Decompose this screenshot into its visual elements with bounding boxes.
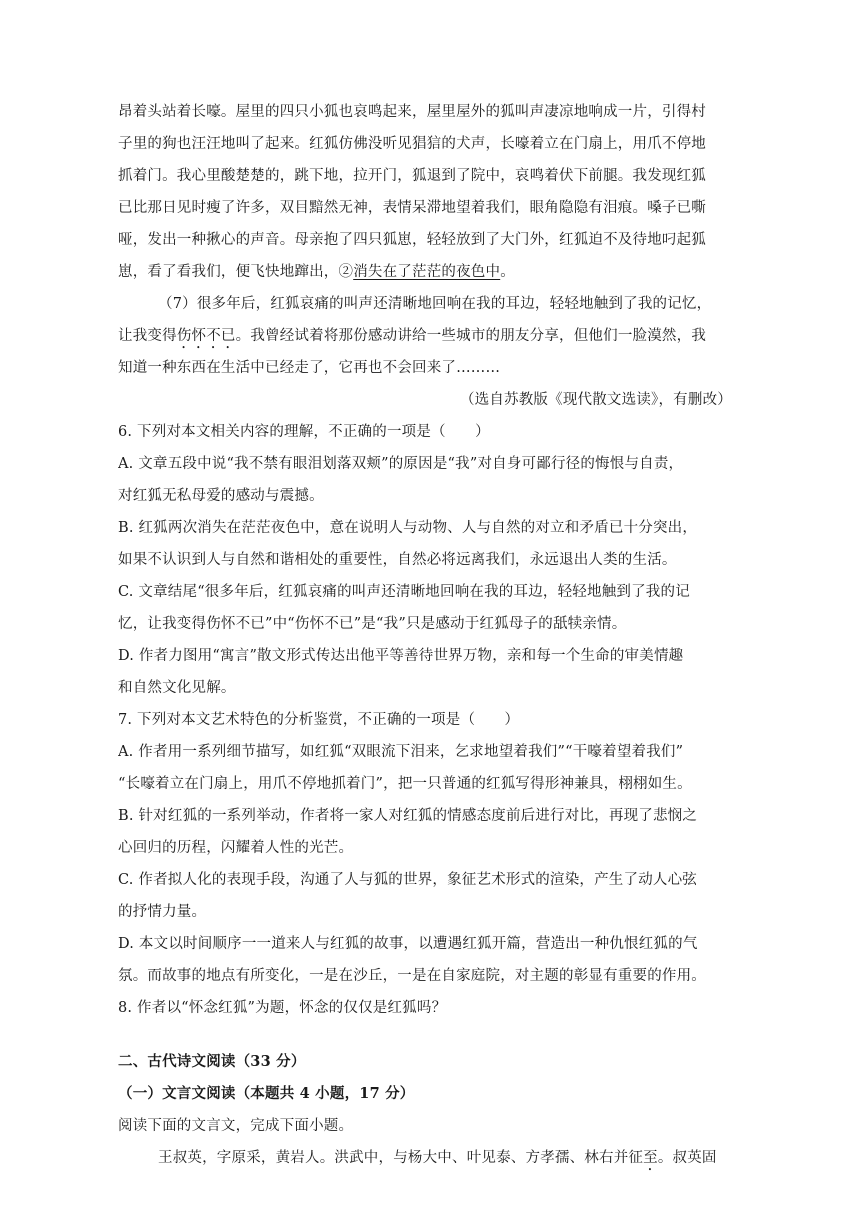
passage-line [118,262,748,282]
passage-line: 子里的狗也汪汪地叫了起来。红狐仿佛没听见猖狺的犬声，长嚎着立在门扇上，用爪不停地 [118,136,706,152]
question-7-option-b-cont: 心回归的历程，闪耀着人性的光芒。 [118,840,354,856]
question-7-option-a-cont: “长嚎着立在门扇上，用爪不停地抓着门”，把一只普通的红狐写得形神兼具，栩栩如生。 [118,776,692,792]
passage-text: 。 [500,264,515,280]
question-6-option-d: D. 作者力图用“寓言”散文形式传达出他平等善待世界万物，亲和每一个生命的审美情趣 [118,648,684,664]
question-7-option-d: D. 本文以时间顺序一一道来人与红狐的故事，以遭遇红狐开篇，营造出一种仇恨红狐的气 [118,936,698,952]
question-7-stem: 7. 下列对本文艺术特色的分析鉴赏，不正确的一项是（ ） [118,712,520,728]
dotted-character: 至 [643,1150,658,1166]
dotted-phrase: 伤怀不已 [176,328,236,344]
question-6-option-a: A. 文章五段中说“我不禁有眼泪划落双颊”的原因是“我”对自身可鄙行径的悔恨与自责， [118,456,684,472]
question-6-option-b-cont: 如果不认识到人与自然和谐相处的重要性，自然必将远离我们，永远退出人类的生活。 [118,552,677,568]
passage-text: 。我曾经试着将那份感动讲给一些城市的朋友分享，但他们一脸漠然，我 [235,328,707,344]
classical-text: 。叔英固 [657,1150,717,1166]
question-6-option-a-cont: 对红狐无私母爱的感动与震撼。 [118,488,324,504]
question-6-option-c: C. 文章结尾“很多年后，红狐哀痛的叫声还清晰地回响在我的耳边，轻轻地触到了我的记 [118,584,690,600]
passage-line: 哑，发出一种揪心的声音。母亲抱了四只狐崽，轻轻放到了大门外，红狐迫不及待地叼起狐 [118,232,706,248]
passage-line: 抓着门。我心里酸楚楚的，跳下地，拉开门，狐退到了院中，哀鸣着伏下前腿。我发现红狐 [118,168,706,184]
passage-line: 已比那日见时瘦了许多，双目黯然无神，表情呆滞地望着我们，眼角隐隐有泪痕。嗓子已嘶 [118,200,706,216]
classical-text-line [158,1148,748,1174]
question-6-option-d-cont: 和自然文化见解。 [118,680,236,696]
question-7-option-a: A. 作者用一系列细节描写，如红狐“双眼流下泪来，乞求地望着我们”“干嚎着望着我们” [118,744,684,760]
passage-line: （7）很多年后，红狐哀痛的叫声还清晰地回响在我的耳边，轻轻地触到了我的记忆， [158,296,712,312]
passage-line: 知道一种东西在生活中已经走了，它再也不会回来了……… [118,360,501,376]
question-7-option-d-cont: 氛。而故事的地点有所变化，一是在沙丘，一是在自家庭院，对主题的彰显有重要的作用。 [118,968,706,984]
passage-text: 让我变得 [118,328,177,344]
question-6-option-b: B. 红狐两次消失在茫茫夜色中，意在说明人与动物、人与自然的对立和矛盾已十分突出， [118,520,698,536]
question-6-stem: 6. 下列对本文相关内容的理解，不正确的一项是（ ） [118,424,490,440]
question-6-option-c-cont: 忆，让我变得伤怀不已”中“伤怀不已”是“我”只是感动于红狐母子的舐犊亲情。 [118,616,627,632]
question-8-stem: 8. 作者以“怀念红狐”为题，怀念的仅仅是红狐吗？ [118,1000,447,1016]
question-7-option-c-cont: 的抒情力量。 [118,904,207,920]
section-heading: 二、古代诗文阅读（33 分） [118,1053,306,1070]
source-citation: （选自苏教版《现代散文选读》，有删改） [459,392,732,408]
passage-text: 崽，看了看我们，便飞快地蹿出，② [118,264,354,280]
passage-line [118,326,748,352]
question-7-option-b: B. 针对红狐的一系列举动，作者将一家人对红狐的情感态度前后进行对比，再现了悲悯之 [118,808,698,824]
subsection-heading: （一）文言文阅读（本题共 4 小题，17 分） [118,1085,415,1102]
reading-instruction: 阅读下面的文言文，完成下面小题。 [118,1118,354,1134]
question-7-option-c: C. 作者拟人化的表现手段，沟通了人与狐的世界，象征艺术形式的渲染，产生了动人心弦 [118,872,697,888]
passage-line: 昂着头站着长嚎。屋里的四只小狐也哀鸣起来，屋里屋外的狐叫声凄凉地响成一片，引得村 [118,104,706,120]
underlined-phrase: 消失在了茫茫的夜色中 [353,264,501,280]
classical-text: 王叔英，字原采，黄岩人。洪武中，与杨大中、叶见泰、方孝孺、林右并征 [158,1150,644,1166]
